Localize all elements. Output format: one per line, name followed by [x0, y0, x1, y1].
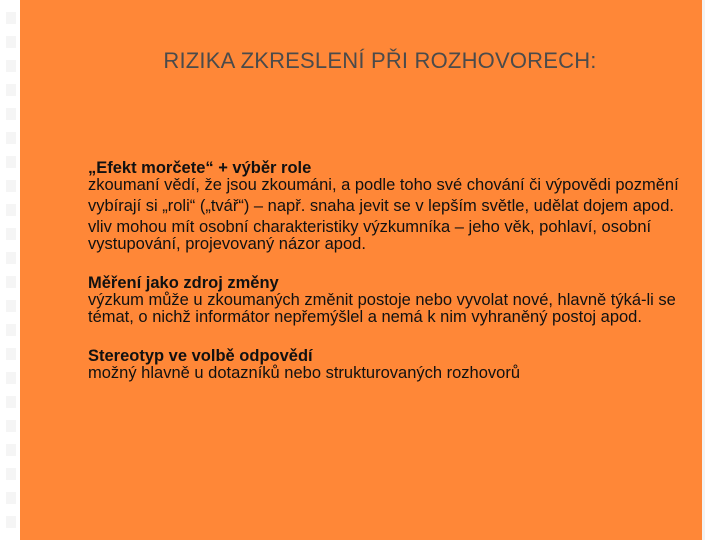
section-line: vliv mohou mít osobní charakteristiky výzkumníka – jeho věk, pohlaví, osobní vystupování, projevovaný názor apod. [88, 218, 652, 253]
left-decoration [6, 0, 16, 540]
slide-title: RIZIKA ZKRESLENÍ PŘI ROZHOVORECH: [163, 48, 597, 73]
slide-content [88, 160, 700, 386]
section-line: výzkum může u zkoumaných změnit postoje nebo vyvolat nové, hlavně týká-li se témat, o nichž informátor nepřemýšlel a nemá k nim vyhraněný postoj apod. [88, 291, 676, 326]
section-heading: Měření jako zdroj změny [88, 274, 279, 292]
section-line: možný hlavně u dotazníků nebo strukturovaných rozhovorů [88, 364, 520, 382]
section-guinea-pig-effect [88, 160, 700, 253]
section-line: vybírají si „roli“ („tvář“) – např. snaha jevit se v lepším světle, udělat dojem apod. [88, 197, 674, 215]
section-measurement-change [88, 275, 700, 326]
section-line: zkoumaní vědí, že jsou zkoumáni, a podle toho své chování či výpovědi pozmění [88, 176, 679, 194]
section-heading: Stereotyp ve volbě odpovědí [88, 347, 313, 365]
section-heading: „Efekt morčete“ + výběr role [88, 159, 312, 177]
section-answer-stereotype [88, 348, 700, 382]
